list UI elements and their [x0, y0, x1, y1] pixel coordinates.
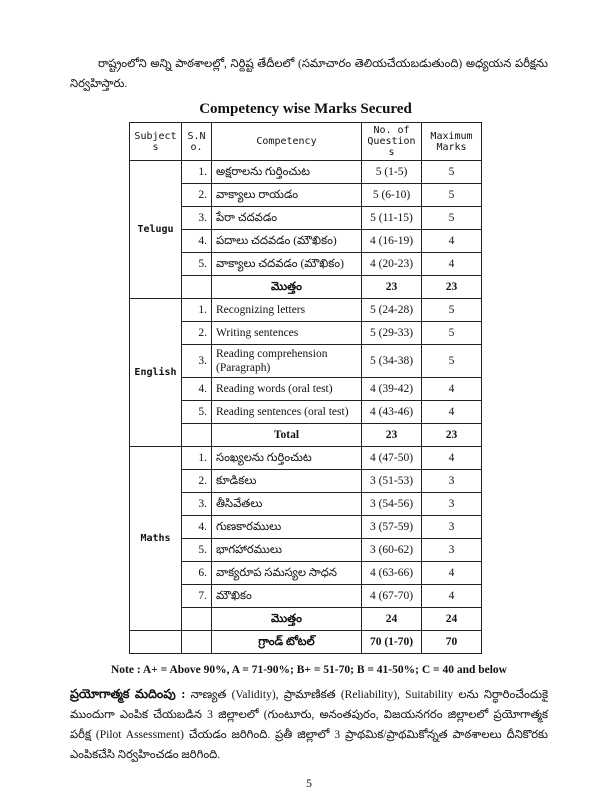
total-questions: 23 — [362, 276, 422, 299]
header-sno: S.No. — [182, 123, 212, 161]
grand-total-questions: 70 (1-70) — [362, 631, 422, 654]
competency-cell: పేరా చదవడం — [212, 207, 362, 230]
sno-cell: 5. — [182, 253, 212, 276]
marks-cell: 4 — [422, 447, 482, 470]
empty-cell — [182, 424, 212, 447]
total-marks: 23 — [422, 276, 482, 299]
table-row — [130, 184, 482, 207]
table-row — [130, 516, 482, 539]
pilot-paragraph — [70, 684, 548, 765]
empty-cell — [182, 631, 212, 654]
header-marks: Maximum Marks — [422, 123, 482, 161]
total-row — [130, 276, 482, 299]
marks-cell: 5 — [422, 184, 482, 207]
competency-cell: Reading comprehension (Paragraph) — [212, 345, 362, 378]
table-header-row — [130, 123, 482, 161]
table-row — [130, 161, 482, 184]
total-label: మొత్తం — [212, 608, 362, 631]
marks-cell: 4 — [422, 401, 482, 424]
total-questions: 24 — [362, 608, 422, 631]
header-questions: No. of Questions — [362, 123, 422, 161]
table-row — [130, 299, 482, 322]
competency-cell: Recognizing letters — [212, 299, 362, 322]
table-row — [130, 207, 482, 230]
competency-cell: భాగహారములు — [212, 539, 362, 562]
competency-cell: గుణకారములు — [212, 516, 362, 539]
marks-cell: 4 — [422, 378, 482, 401]
header-competency: Competency — [212, 123, 362, 161]
marks-table — [129, 122, 482, 654]
total-questions: 23 — [362, 424, 422, 447]
questions-cell: 5 (34-38) — [362, 345, 422, 378]
questions-cell: 4 (47-50) — [362, 447, 422, 470]
competency-cell: వాక్యాలు చదవడం (మౌఖికం) — [212, 253, 362, 276]
marks-cell: 3 — [422, 539, 482, 562]
subject-cell: Telugu — [130, 161, 182, 299]
questions-cell: 5 (29-33) — [362, 322, 422, 345]
competency-cell: మౌఖికం — [212, 585, 362, 608]
table-row — [130, 378, 482, 401]
empty-cell — [182, 276, 212, 299]
subject-cell: Maths — [130, 447, 182, 631]
marks-cell: 5 — [422, 322, 482, 345]
sno-cell: 6. — [182, 562, 212, 585]
sno-cell: 1. — [182, 161, 212, 184]
total-label: Total — [212, 424, 362, 447]
table-row — [130, 585, 482, 608]
intro-paragraph: రాష్ట్రంలోని అన్ని పాఠశాలల్లో, నిర్దిష్ట తేదీలలో (సమాచారం తెలియచేయబడుతుంది) అధ్యయన పరీక్షను నిర్వహిస్తారు. — [70, 58, 548, 90]
competency-cell: Reading words (oral test) — [212, 378, 362, 401]
marks-cell: 3 — [422, 470, 482, 493]
page-number: 5 — [306, 776, 312, 790]
competency-cell: సంఖ్యలను గుర్తించుట — [212, 447, 362, 470]
questions-cell: 5 (11-15) — [362, 207, 422, 230]
sno-cell: 4. — [182, 516, 212, 539]
sno-cell: 2. — [182, 470, 212, 493]
sno-cell: 4. — [182, 378, 212, 401]
questions-cell: 4 (39-42) — [362, 378, 422, 401]
sno-cell: 3. — [182, 207, 212, 230]
pilot-text: నాణ్యత (Validity), ప్రామాణికత (Reliability), Suitability లను నిర్ధారించేందుకై ముందుగా ఎంపిక చేయబడిన 3 జిల్లాలలో (గుంటూరు, అనంతపురం, విజయనగరం జిల్లాలలో ప్రయోగాత్మక పరీక్ష (Pilot Assessment) చేయడం జరిగింది. ప్రతీ జిల్లాలో 3 ప్రాథమిక/ప్రాథమికోన్నత పాఠశాలలు దీనికొరకు ఎంపికచేసి నిర్వహించడం జరిగింది. — [70, 689, 548, 761]
competency-cell: కూడికలు — [212, 470, 362, 493]
pilot-heading: ప్రయోగాత్మక మదింపు : — [70, 687, 186, 701]
questions-cell: 3 (51-53) — [362, 470, 422, 493]
table-row — [130, 401, 482, 424]
total-marks: 24 — [422, 608, 482, 631]
table-row — [130, 470, 482, 493]
table-row — [130, 493, 482, 516]
total-marks: 23 — [422, 424, 482, 447]
competency-cell: పదాలు చదవడం (మౌఖికం) — [212, 230, 362, 253]
header-subjects: Subjects — [130, 123, 182, 161]
questions-cell: 4 (16-19) — [362, 230, 422, 253]
questions-cell: 5 (6-10) — [362, 184, 422, 207]
competency-cell: వాక్యాలు రాయడం — [212, 184, 362, 207]
marks-cell: 4 — [422, 230, 482, 253]
marks-cell: 5 — [422, 345, 482, 378]
grand-total-label: గ్రాండ్ టోటల్ — [212, 631, 362, 654]
total-row — [130, 608, 482, 631]
competency-cell: తీసివేతలు — [212, 493, 362, 516]
marks-cell: 5 — [422, 161, 482, 184]
table-row — [130, 562, 482, 585]
total-row — [130, 424, 482, 447]
questions-cell: 3 (54-56) — [362, 493, 422, 516]
table-row — [130, 345, 482, 378]
sno-cell: 3. — [182, 493, 212, 516]
sno-cell: 2. — [182, 184, 212, 207]
questions-cell: 4 (43-46) — [362, 401, 422, 424]
total-label: మొత్తం — [212, 276, 362, 299]
table-row — [130, 230, 482, 253]
table-row — [130, 539, 482, 562]
grand-total-row — [130, 631, 482, 654]
questions-cell: 3 (57-59) — [362, 516, 422, 539]
subject-cell: English — [130, 299, 182, 447]
competency-cell: వాక్యరూప సమస్యల సాధన — [212, 562, 362, 585]
table-title: Competency wise Marks Secured — [199, 101, 412, 117]
sno-cell: 5. — [182, 401, 212, 424]
marks-cell: 4 — [422, 562, 482, 585]
questions-cell: 4 (63-66) — [362, 562, 422, 585]
sno-cell: 7. — [182, 585, 212, 608]
table-row — [130, 253, 482, 276]
marks-cell: 4 — [422, 585, 482, 608]
marks-cell: 5 — [422, 207, 482, 230]
marks-cell: 3 — [422, 516, 482, 539]
sno-cell: 1. — [182, 299, 212, 322]
marks-cell: 5 — [422, 299, 482, 322]
questions-cell: 5 (24-28) — [362, 299, 422, 322]
questions-cell: 3 (60-62) — [362, 539, 422, 562]
sno-cell: 3. — [182, 345, 212, 378]
grading-note: Note : A+ = Above 90%, A = 71-90%; B+ = 51-70; B = 41-50%; C = 40 and below — [111, 664, 507, 676]
competency-cell: Writing sentences — [212, 322, 362, 345]
sno-cell: 5. — [182, 539, 212, 562]
sno-cell: 1. — [182, 447, 212, 470]
grand-total-marks: 70 — [422, 631, 482, 654]
sno-cell: 2. — [182, 322, 212, 345]
sno-cell: 4. — [182, 230, 212, 253]
empty-cell — [182, 608, 212, 631]
table-row — [130, 322, 482, 345]
questions-cell: 4 (20-23) — [362, 253, 422, 276]
questions-cell: 5 (1-5) — [362, 161, 422, 184]
marks-cell: 4 — [422, 253, 482, 276]
questions-cell: 4 (67-70) — [362, 585, 422, 608]
competency-cell: Reading sentences (oral test) — [212, 401, 362, 424]
empty-cell — [130, 631, 182, 654]
marks-cell: 3 — [422, 493, 482, 516]
competency-cell: అక్షరాలను గుర్తించుట — [212, 161, 362, 184]
table-row — [130, 447, 482, 470]
